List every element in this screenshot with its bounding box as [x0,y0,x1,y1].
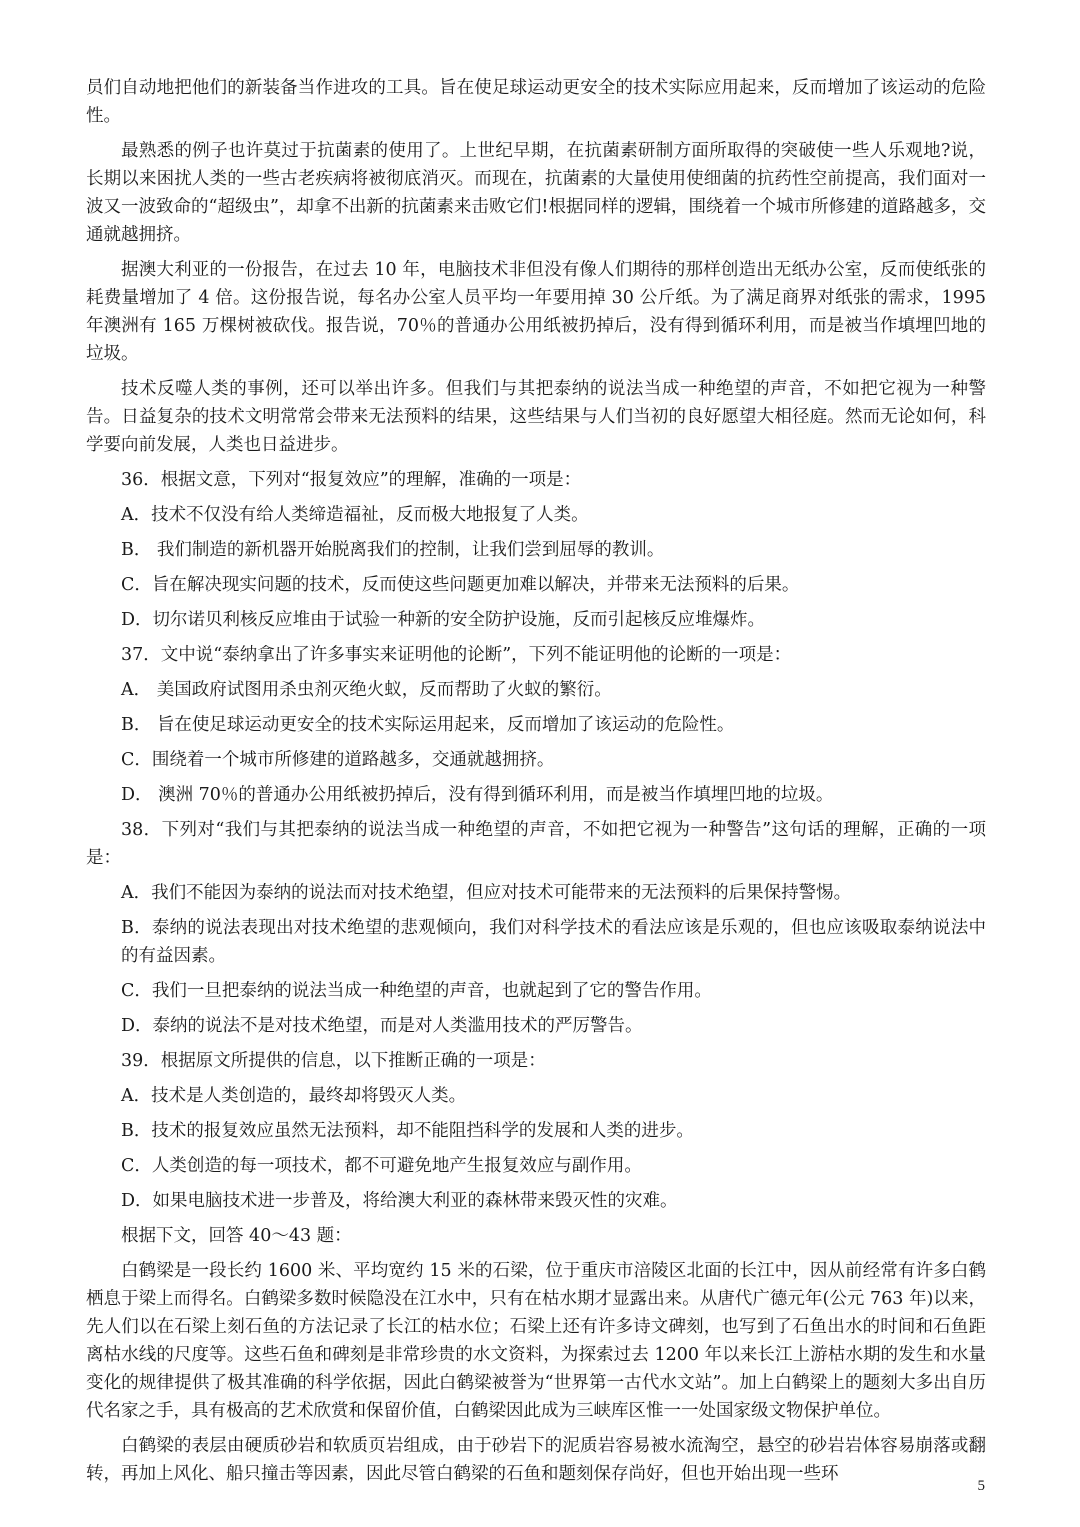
question-37-option-a: A． 美国政府试图用杀虫剂灭绝火蚁，反而帮助了火蚁的繁衍。 [121,680,612,700]
question-38-option-d: D．泰纳的说法不是对技术绝望，而是对人类滥用技术的严厉警告。 [121,1016,643,1036]
page-number: 5 [977,1478,985,1494]
question-39-stem: 39．根据原文所提供的信息，以下推断正确的一项是： [121,1051,546,1071]
question-36-option-b: B． 我们制造的新机器开始脱离我们的控制，让我们尝到屈辱的教训。 [121,540,665,560]
question-39-option-c: C．人类创造的每一项技术，都不可避免地产生报复效应与副作用。 [121,1156,642,1176]
question-36-option-c: C．旨在解决现实问题的技术，反而使这些问题更加难以解决，并带来无法预料的后果。 [121,575,800,595]
question-37-option-c: C．围绕着一个城市所修建的道路越多，交通就越拥挤。 [121,750,555,770]
question-38-option-b: B．泰纳的说法表现出对技术绝望的悲观倾向，我们对科学技术的看法应该是乐观的，但也应该吸取泰纳说法中的有益因素。 [121,918,986,966]
document-body [86,74,986,1495]
paragraph: 技术反噬人类的事例，还可以举出许多。但我们与其把泰纳的说法当成一种绝望的声音，不如把它视为一种警告。日益复杂的技术文明常常会带来无法预料的结果，这些结果与人们当初的良好愿望大相径庭。然而无论如何，科学要向前发展，人类也日益进步。 [86,379,986,455]
question-37-option-b: B． 旨在使足球运动更安全的技术实际运用起来，反而增加了该运动的危险性。 [121,715,735,735]
question-38-option-c: C．我们一旦把泰纳的说法当成一种绝望的声音，也就起到了它的警告作用。 [121,981,712,1001]
question-36-option-a: A．技术不仅没有给人类缔造福祉，反而极大地报复了人类。 [121,505,589,525]
paragraph: 白鹤梁的表层由硬质砂岩和软质页岩组成，由于砂岩下的泥质岩容易被水流淘空，悬空的砂岩岩体容易崩落或翻转，再加上风化、船只撞击等因素，因此尽管白鹤梁的石鱼和题刻保存尚好，但也开始出现一些环 [86,1436,986,1484]
question-38-option-a: A．我们不能因为泰纳的说法而对技术绝望，但应对技术可能带来的无法预料的后果保持警惕。 [121,883,852,903]
question-36-option-d: D．切尔诺贝利核反应堆由于试验一种新的安全防护设施，反而引起核反应堆爆炸。 [121,610,766,630]
question-39-option-b: B．技术的报复效应虽然无法预料，却不能阻挡科学的发展和人类的进步。 [121,1121,694,1141]
question-39-option-a: A．技术是人类创造的，最终却将毁灭人类。 [121,1086,467,1106]
paragraph: 员们自动地把他们的新装备当作进攻的工具。旨在使足球运动更安全的技术实际应用起来，反而增加了该运动的危险性。 [86,78,986,126]
paragraph: 最熟悉的例子也许莫过于抗菌素的使用了。上世纪早期，在抗菌素研制方面所取得的突破使一些人乐观地?说，长期以来困扰人类的一些古老疾病将被彻底消灭。而现在，抗菌素的大量使用使细菌的抗药性空前提高，我们面对一波又一波致命的“超级虫”，却拿不出新的抗菌素来击败它们!根据同样的逻辑，围绕着一个城市所修建的道路越多，交通就越拥挤。 [86,141,986,245]
question-37-option-d: D． 澳洲 70％的普通办公用纸被扔掉后，没有得到循环利用，而是被当作填埋凹地的垃圾。 [121,785,834,805]
question-39-option-d: D．如果电脑技术进一步普及，将给澳大利亚的森林带来毁灭性的灾难。 [121,1191,678,1211]
paragraph: 据澳大利亚的一份报告，在过去 10 年，电脑技术非但没有像人们期待的那样创造出无纸办公室，反而使纸张的耗费量增加了 4 倍。这份报告说，每名办公室人员平均一年要用掉 30 公斤纸。为了满足商界对纸张的需求，1995 年澳洲有 165 万棵树被砍伐。报告说，70％的普通办公用纸被扔掉后，没有得到循环利用，而是被当作填埋凹地的垃圾。 [86,260,986,364]
question-38-stem: 38．下列对“我们与其把泰纳的说法当成一种绝望的声音，不如把它视为一种警告”这句话的理解，正确的一项是： [86,820,986,868]
question-37-stem: 37．文中说“泰纳拿出了许多事实来证明他的论断”，下列不能证明他的论断的一项是： [121,645,792,665]
paragraph: 白鹤梁是一段长约 1600 米、平均宽约 15 米的石梁，位于重庆市涪陵区北面的长江中，因从前经常有许多白鹤栖息于梁上而得名。白鹤梁多数时候隐没在江水中，只有在枯水期才显露出来。从唐代广德元年(公元 763 年)以来，先人们以在石梁上刻石鱼的方法记录了长江的枯水位；石梁上还有许多诗文碑刻，也写到了石鱼出水的时间和石鱼距离枯水线的尺度等。这些石鱼和碑刻是非常珍贵的水文资料，为探索过去 1200 年以来长江上游枯水期的发生和水量变化的规律提供了极其准确的科学依据，因此白鹤梁被誉为“世界第一古代水文站”。加上白鹤梁上的题刻大多出自历代名家之手，具有极高的艺术欣赏和保留价值，白鹤梁因此成为三峡库区惟一一处国家级文物保护单位。 [86,1261,986,1421]
section-intro: 根据下文，回答 40～43 题： [121,1226,352,1246]
question-36-stem: 36．根据文意，下列对“报复效应”的理解，准确的一项是： [121,470,582,490]
